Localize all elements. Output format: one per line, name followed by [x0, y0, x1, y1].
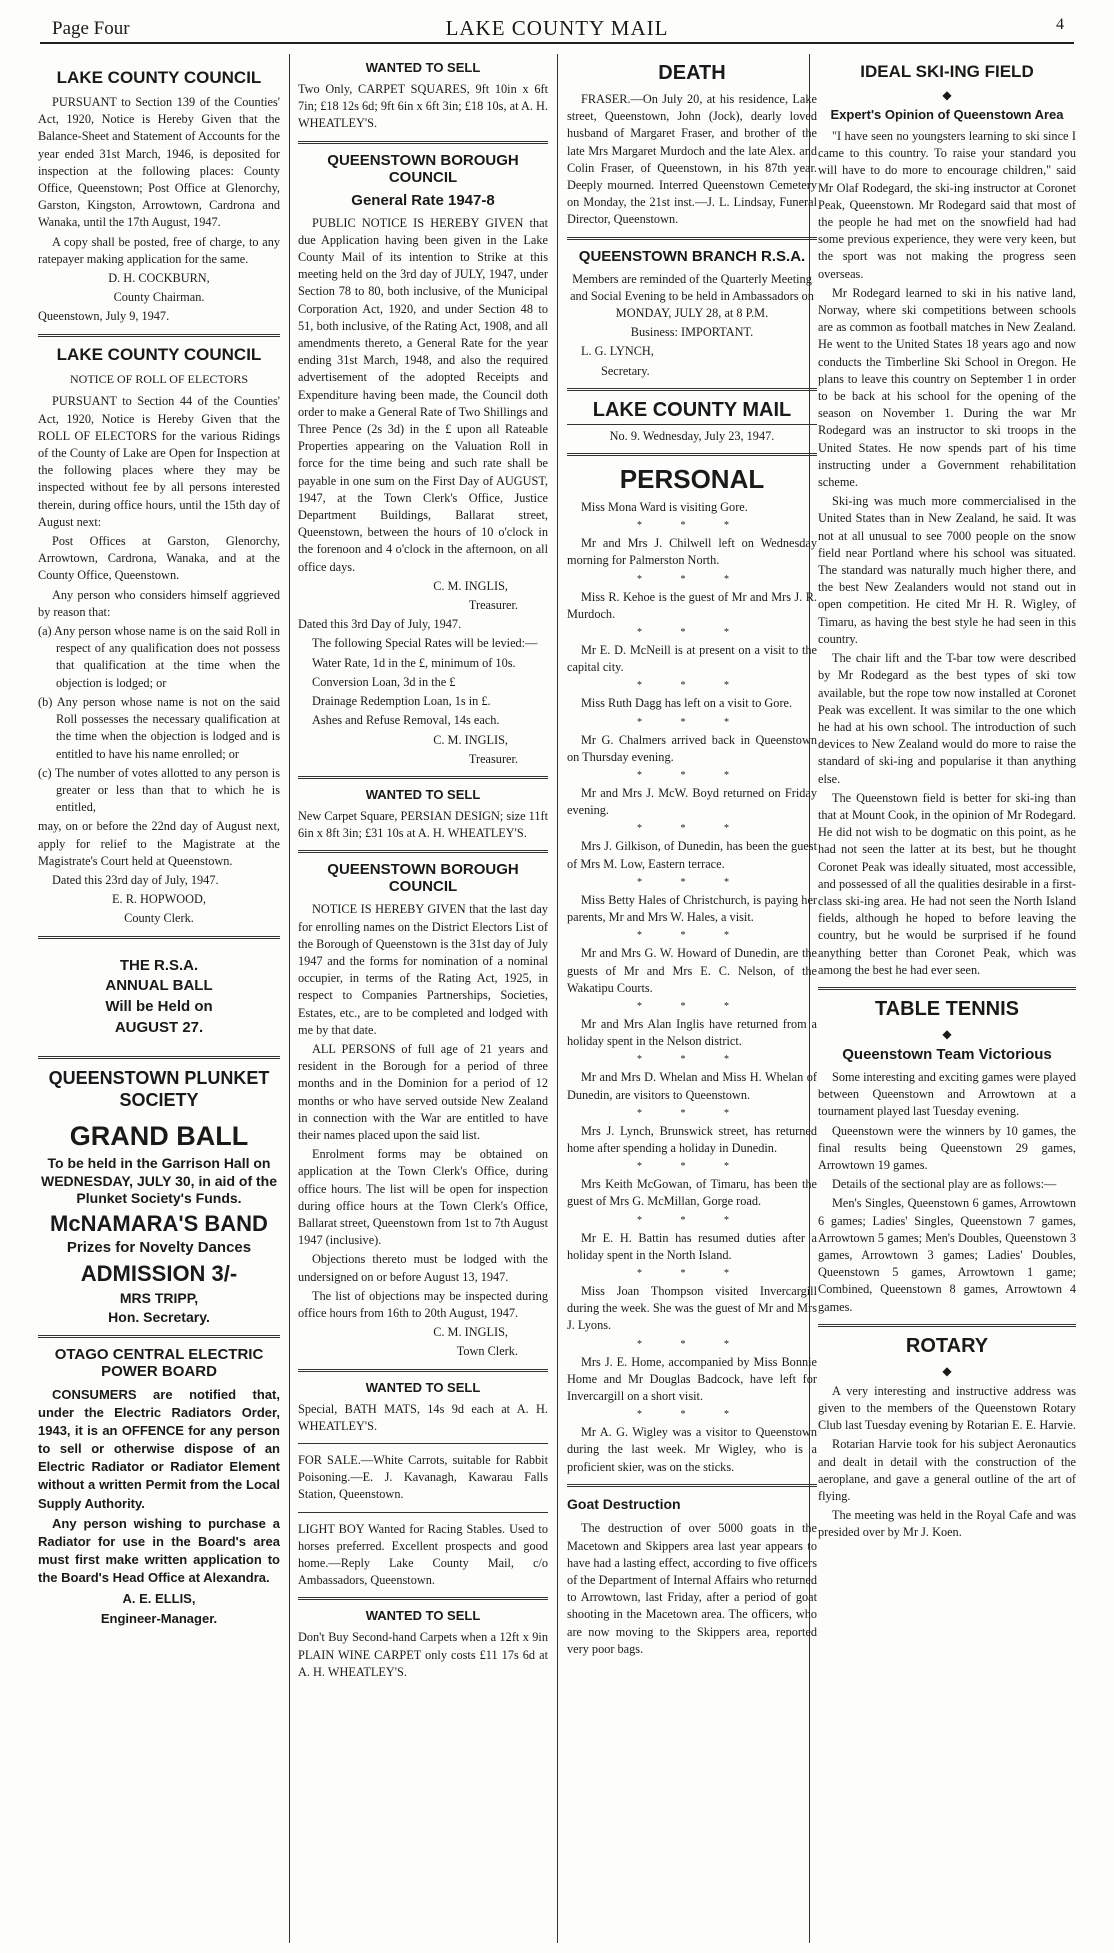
article-para: A very interesting and instructive address was given to the members of the Queenstown Rotary Club last Tuesday evening by Rotarian E. E. Harvie.: [818, 1383, 1076, 1433]
personal-item: Mr E. D. McNeill is at present on a visit to the capital city.: [567, 643, 817, 675]
notice-body: CONSUMERS are notified that, under the Electric Radiators Order, 1943, it is an OFFENCE for any person to sell or otherwise dispose of an Electric Radiator or Radiator Element without a written Permit from the Local Supply Authority.: [38, 1386, 280, 1511]
heading-rule: ◆: [942, 1026, 952, 1041]
issue-line: No. 9. Wednesday, July 23, 1947.: [567, 424, 817, 445]
separator: [38, 334, 280, 337]
separator: [567, 388, 817, 391]
article-para: Mr Rodegard learned to ski in his native land, Norway, where ski competitions between schools are as common as football matches in New Zealand. He went to the United States 18 years ago and now conducts the Timberline Ski School in Oregon. He plans to leave this country on September 1 in order to be back at his school for the opening of the season on November 1. During the war Mr Rodegard was an instructor to ski troops in the United States. He now spends part of his time instructing under a Government rehabilitation scheme.: [818, 285, 1076, 490]
signer-title: County Chairman.: [113, 290, 205, 305]
separator: [38, 1056, 280, 1059]
signer-title: County Clerk.: [124, 911, 194, 926]
article-para: Queenstown were the winners by 10 games, the final results being Queenstown 29 games, Arrowtown 19 games.: [818, 1123, 1076, 1172]
notice-heading: QUEENSTOWN BRANCH R.S.A.: [578, 247, 806, 265]
ad-line: THE R.S.A.: [119, 956, 199, 974]
star-separator: * * *: [637, 1000, 747, 1012]
star-separator: * * *: [637, 1267, 747, 1279]
personal-item: Miss Joan Thompson visited Invercargill during the week. She was the guest of Mr and Mrs J. Lyons.: [567, 1283, 817, 1333]
article-para: Some interesting and exciting games were played between Queenstown and Arrowtown at a tournament played last Tuesday evening.: [818, 1069, 1076, 1119]
article-para: Men's Singles, Queenstown 6 games, Arrowtown 6 games; Ladies' Singles, Queenstown 7 games, Arrowtown 5 games; Men's Doubles, Queenstown 3 games, Arrowtown 3 games; Ladies' Doubles, Queenstown 5 games, Arrowtown 1 game; Combined, Queenstown 8 games, Arrowtown 4 games.: [818, 1196, 1076, 1314]
personal-item: Mrs J. Lynch, Brunswick street, has returned home after spending a holiday in Dunedin.: [567, 1123, 817, 1155]
notice-places: Post Offices at Garston, Glenorchy, Arrowtown, Cardrona, Wanaka, and at the County Office, Queenstown.: [38, 534, 280, 583]
separator: [298, 1597, 548, 1600]
goat-article: [567, 1495, 817, 1658]
borough-roll-notice: [298, 861, 548, 1360]
wanted-to-sell-ad: [298, 787, 548, 842]
signer-name: D. H. COCKBURN,: [108, 271, 210, 286]
ad-line: ANNUAL BALL: [105, 977, 213, 995]
personal-column: [567, 464, 817, 1476]
star-separator: * * *: [637, 716, 747, 728]
notice-tail: may, on or before the 22nd day of August next, apply for relief to the Magistrate at the Magistrate's Court held at Queenstown.: [38, 819, 280, 868]
list-item: (a) Any person whose name is on the said Roll in respect of any qualification does not possess that qualification at the time when the objection is lodged; or: [38, 624, 280, 690]
dated-line: Dated this 3rd Day of July, 1947.: [298, 617, 462, 632]
notice-heading: LAKE COUNTY COUNCIL: [56, 344, 262, 364]
star-separator: * * *: [637, 823, 747, 835]
article-para: The chair lift and the T-bar tow were described by Mr Rodegard as the best types of ski tow available, but the rope tow now installed at Coronet Peak was excellent. It was similar to the one which he had at his own school. The introduction of such devices to New Zealand would do more to raise the standard of ski-ing and popularise it than anything else.: [818, 651, 1076, 786]
signer-title: Engineer-Manager.: [100, 1610, 218, 1626]
article-heading: Goat Destruction: [567, 1495, 681, 1512]
separator: [298, 141, 548, 144]
dateline: Queenstown, July 9, 1947.: [38, 309, 170, 324]
death-notice: [567, 62, 817, 229]
ad-body: New Carpet Square, PERSIAN DESIGN; size 11ft 6in x 8ft 3in; £31 10s at A. H. WHEATLEY'S.: [298, 808, 548, 841]
personal-item: Mr E. H. Battin has resumed duties after a holiday spent in the North Island.: [567, 1230, 817, 1262]
article-subheading: Expert's Opinion of Queenstown Area: [830, 107, 1064, 122]
column-rule: [557, 54, 558, 1943]
ad-heading: WANTED TO SELL: [365, 60, 481, 75]
notice-heading: LAKE COUNTY COUNCIL: [56, 68, 262, 87]
column-3: [567, 54, 817, 1949]
ad-title: GRAND BALL: [69, 1120, 249, 1151]
notice-lead: Any person who considers himself aggrieved by reason that:: [38, 587, 280, 619]
column-rule: [289, 54, 290, 1943]
article-heading: ROTARY: [905, 1334, 989, 1357]
ad-line: AUGUST 27.: [114, 1018, 204, 1036]
personal-item: Mr and Mrs G. W. Howard of Dunedin, are the guests of Mr and Mrs E. C. Nelson, of the Wakatipu Courts.: [567, 946, 817, 995]
personal-item: Mrs Keith McGowan, of Timaru, has been the guest of Mrs G. McMillan, Gorge road.: [567, 1177, 817, 1209]
wanted-to-sell-ad: [298, 60, 548, 133]
notice-body: ALL PERSONS of full age of 21 years and resident in the Borough for a period of three months and in the Dominion for a period of 12 months or who have served outside New Zealand in connection with the War are entitled to have their names placed upon the said list.: [298, 1041, 548, 1142]
article-heading: TABLE TENNIS: [874, 997, 1020, 1020]
personal-item: Miss R. Kehoe is the guest of Mr and Mrs J. R. Murdoch.: [567, 589, 817, 621]
separator: [567, 1484, 817, 1487]
rotary-article: [818, 1335, 1076, 1542]
heading-rule: ◆: [942, 88, 952, 102]
star-separator: * * *: [637, 1214, 747, 1226]
notice-subheading: NOTICE OF ROLL OF ELECTORS: [69, 371, 248, 386]
signer-name: A. E. ELLIS,: [122, 1590, 196, 1606]
column-4: [818, 54, 1076, 1949]
classified-carrots: FOR SALE.—White Carrots, suitable for Rabbit Poisoning.—E. J. Kavanagh, Kawarau Falls Station, Queenstown.: [298, 1453, 548, 1502]
separator: [818, 1324, 1076, 1327]
separator: [298, 1369, 548, 1372]
masthead: [40, 8, 1074, 44]
star-separator: * * *: [637, 627, 747, 639]
ad-heading: QUEENSTOWN PLUNKET SOCIETY: [48, 1067, 270, 1111]
page-label: Page Four: [52, 18, 130, 39]
star-separator: * * *: [637, 1161, 747, 1173]
column-1: [38, 54, 280, 1949]
personal-item: Mr and Mrs J. McW. Boyd returned on Friday evening.: [567, 786, 817, 818]
star-separator: * * *: [637, 520, 747, 532]
article-subheading: Queenstown Team Victorious: [842, 1045, 1052, 1063]
article-para: Details of the sectional play are as follows:—: [832, 1177, 1057, 1192]
signer-title: Treasurer.: [468, 751, 518, 766]
notice-body: Members are reminded of the Quarterly Meeting and Social Evening to be held in Ambassadors on MONDAY, JULY 28, at 8 P.M.: [570, 271, 814, 321]
notice-body: Enrolment forms may be obtained on application at the Town Clerk's Office, during office hours. The list will be open for inspection during office hours at the Town Clerk's Office, Ballarat street, Queenstown from 1st to 7th August 1947 (inclusive).: [298, 1147, 548, 1248]
wanted-to-sell-ad: [298, 1608, 548, 1681]
notice-heading: QUEENSTOWN BOROUGH COUNCIL: [327, 151, 519, 186]
classified-light-boy: LIGHT BOY Wanted for Racing Stables. Used to horses preferred. Excellent prospects and good home.—Reply Lake County Mail, c/o Ambassadors, Queenstown.: [298, 1521, 548, 1588]
notice-body: A copy shall be posted, free of charge, to any ratepayer making application for the same.: [38, 234, 280, 266]
personal-item: Mr and Mrs J. Chilwell left on Wednesday morning for Palmerston North.: [567, 536, 817, 568]
dated-line: Dated this 23rd day of July, 1947.: [52, 872, 219, 887]
notice-body: PURSUANT to Section 139 of the Counties' Act, 1920, Notice is Hereby Given that the Balance-Sheet and Statement of Accounts for the year ended 31st March, 1946, is deposited for inspection at the following places: County Office, Queenstown; Post Office at Glenorchy, Garston, Kingston, Arrowtown, Cardrona and Wanaka, until the 17th August, 1947.: [38, 95, 280, 230]
heading-rule: ◆: [942, 1363, 952, 1378]
ad-line: Will be Held on: [105, 998, 213, 1016]
star-separator: * * *: [637, 770, 747, 782]
separator: [818, 987, 1076, 990]
signer-name: E. R. HOPWOOD,: [112, 892, 206, 907]
notice-body: Objections thereto must be lodged with the undersigned on or before August 13, 1947.: [298, 1252, 548, 1284]
ad-details: To be held in the Garrison Hall on WEDNESDAY, JULY 30, in aid of the Plunket Society's Funds.: [41, 1155, 277, 1207]
otago-power-board-notice: [38, 1346, 280, 1628]
personal-item: Mr G. Chalmers arrived back in Queenstown on Thursday evening.: [567, 732, 817, 764]
star-separator: * * *: [637, 573, 747, 585]
notice-subheading: General Rate 1947-8: [351, 191, 495, 209]
list-item: (c) The number of votes allotted to any person is greater or less than that to which he is entitled,: [38, 765, 280, 815]
page-mark: 4: [1056, 16, 1064, 33]
council-notice-accounts: [38, 68, 280, 326]
article-para: Ski-ing was much more commercialised in the United States than in New Zealand, he said. It was not at all unusual to see 7000 people on the snow field near Portland where his school was situated. The standard was naturally much higher there, and the best New Zealanders would not stand out in open competition. He cited Mr H. R. Wigley, of Timaru, as having the best style he had seen in this country.: [818, 494, 1076, 646]
notice-body: PURSUANT to Section 44 of the Counties' Act, 1920, Notice is Hereby Given that the ROLL OF ELECTORS for the various Ridings of the County of Lake are Open for Inspection at the following places where they may be inspected without fee by all persons interested therein, during office hours, until the 15th day of August next:: [38, 394, 280, 529]
table-tennis-article: [818, 998, 1076, 1316]
special-lead: The following Special Rates will be levied:—: [312, 636, 538, 651]
star-separator: * * *: [637, 876, 747, 888]
signer-title: Town Clerk.: [456, 1344, 518, 1359]
special-rate: Drainage Redemption Loan, 1s in £.: [312, 694, 491, 709]
borough-rate-notice: [298, 152, 548, 768]
separator: [298, 1512, 548, 1513]
article-para: The meeting was held in the Royal Cafe and was presided over by Mr J. Koen.: [818, 1508, 1076, 1540]
notice-body: FRASER.—On July 20, at his residence, Lake street, Queenstown, John (Jock), dearly loved husband of Margaret Fraser, and brother of the late Mrs Margaret Murdoch and the late Alex. and Colin Fraser, of Queenstown, in his 87th year. Deeply mourned. Interred Queenstown Cemetery on Monday, the 21st inst.—J. L. Lindsay, Funeral Director, Queenstown.: [567, 92, 817, 227]
separator: [298, 1443, 548, 1444]
signer-title: Secretary.: [601, 363, 650, 378]
separator: [298, 776, 548, 779]
ad-heading: WANTED TO SELL: [365, 1379, 481, 1395]
personal-item: Mrs J. E. Home, accompanied by Miss Bonnie Home and Mr Douglas Badcock, have left for Invercargill on a short visit.: [567, 1354, 817, 1403]
separator: [298, 850, 548, 853]
notice-heading: QUEENSTOWN BOROUGH COUNCIL: [327, 861, 519, 896]
notice-business: Business: IMPORTANT.: [630, 325, 754, 340]
ad-body: Two Only, CARPET SQUARES, 9ft 10in x 6ft 7in; £18 12s 6d; 9ft 6in x 6ft 3in; £18 10s, at A. H. WHEATLEY'S.: [298, 82, 548, 131]
issue-title: LAKE COUNTY MAIL: [592, 398, 792, 421]
special-rate: Conversion Loan, 3d in the £: [312, 674, 456, 689]
issue-banner: [567, 399, 817, 445]
notice-body: NOTICE IS HEREBY GIVEN that the last day for enrolling names on the District Electors List of the Borough of Queenstown is the 31st day of July 1947 and the forms for nomination of a nominal occupier, in terms of the Rating Act, 1925, in respect to Companies Partnerships, Societies, Estates, etc., are to be completed and lodged with me by that date.: [298, 902, 548, 1037]
signer-name: C. M. INGLIS,: [433, 732, 508, 747]
article-para: The Queenstown field is better for ski-ing than that at Mount Cook, in the opinion of Mr Rodegard. He did not wish to be dogmatic on this point, as he had not seen the latter at its best, but he thought Coronet Peak was ideally situated, most accessible, and possessed of all the qualities desirable in a first-class ski-ing area. He had not seen the North Island fields, although he hoped to before leaving the country, but he would be surprised if he found anything better than Coronet Peak, which was among the best he had ever seen.: [818, 790, 1076, 977]
ski-article: [818, 62, 1076, 979]
personal-list: [567, 499, 817, 1476]
special-rate: Water Rate, 1d in the £, minimum of 10s.: [312, 655, 516, 670]
section-heading: PERSONAL: [619, 464, 765, 495]
personal-item: Miss Ruth Dagg has left on a visit to Gore.: [581, 696, 793, 711]
personal-item: Mr A. G. Wigley was a visitor to Queenstown during the last week. Mr Wigley, who is a proficient skier, was on the sticks.: [567, 1425, 817, 1474]
separator: [567, 237, 817, 240]
notice-body: Any person wishing to purchase a Radiator for use in the Board's area must first make written application to the Board's Head Office at Alexandra.: [38, 1515, 280, 1586]
notice-body: The list of objections may be inspected during office hours from 16th to 20th August, 1947.: [298, 1288, 548, 1320]
star-separator: * * *: [637, 1338, 747, 1350]
ad-body: Don't Buy Second-hand Carpets when a 12ft x 9in PLAIN WINE CARPET only costs £11 17s 6d at A. H. WHEATLEY'S.: [298, 1630, 548, 1679]
personal-item: Miss Mona Ward is visiting Gore.: [581, 500, 748, 515]
article-body: The destruction of over 5000 goats in the Macetown and Skippers area last year appears to have had a lasting effect, according to five officers of the Department of Internal Affairs who returned to Arrowtown, last Friday, after a period of goat shooting in the Macetown area. The officers, who are now moving to the Skippers area, reported very poor bags.: [567, 1521, 817, 1656]
separator: [38, 1335, 280, 1338]
ad-band: McNAMARA'S BAND: [50, 1210, 268, 1236]
signer-title: Treasurer.: [468, 598, 518, 613]
column-2: [298, 54, 548, 1949]
personal-item: Miss Betty Hales of Christchurch, is paying her parents, Mr and Mrs W. Hales, a visit.: [567, 892, 817, 925]
council-notice-roll: [38, 345, 280, 928]
ad-admission: ADMISSION 3/-: [80, 1261, 238, 1287]
personal-item: Mr and Mrs D. Whelan and Miss H. Whelan of Dunedin, are visitors to Queenstown.: [567, 1070, 817, 1102]
star-separator: * * *: [637, 1107, 747, 1119]
rsa-branch-notice: [567, 248, 817, 380]
list-item: (b) Any person whose name is not on the said Roll possesses the necessary qualification at the time when the objection is lodged and is entitled to have his name enrolled; or: [38, 694, 280, 761]
wanted-to-sell-ad: [298, 1380, 548, 1435]
notice-heading: OTAGO CENTRAL ELECTRIC POWER BOARD: [54, 1345, 264, 1380]
separator: [38, 936, 280, 939]
article-para: Rotarian Harvie took for his subject Aeronautics and dealt in detail with the construction of the aeroplane, and gave a general outline of the art of flying.: [818, 1437, 1076, 1504]
secretary-title: Hon. Secretary.: [108, 1309, 210, 1326]
signer-name: C. M. INGLIS,: [433, 1325, 508, 1340]
plunket-ball-ad: [38, 1067, 280, 1327]
star-separator: * * *: [637, 1054, 747, 1066]
star-separator: * * *: [637, 1409, 747, 1421]
signer-name: L. G. LYNCH,: [581, 344, 654, 359]
notice-body: PUBLIC NOTICE IS HEREBY GIVEN that due Application having been given in the Lake County Mail of its intention to Strike at this meeting held on the 3rd day of JULY, 1947, under Section 78 to 80, both inclusive, of the Municipal Corporation Act, 1920, and under Section 48 to 51, both inclusive, of the Rating Act, 1908, and all amendments thereto, a General Rate for the year ending 31st March, 1948, and also the required advertisement of the adopted Receipts and Expenditure having been made, the Council doth order to make a General Rate of Two Shillings and Three Pence (2s 3d) in the £ upon all Rateable Properties appearing on the Valuation Roll in force for the time being and such rate shall be payable in one sum on the First Day of AUGUST, 1947, at the Town Clerk's Office, Justice Department Buildings, Ballarat street, Queenstown, between the hours of 10 o'clock in the forenoon and 4 o'clock in the afternoon, on all office days.: [298, 215, 548, 574]
personal-item: Mrs J. Gilkison, of Dunedin, has been the guest of Mrs M. Low, Eastern terrace.: [567, 839, 817, 871]
ad-heading: WANTED TO SELL: [365, 786, 481, 802]
ad-body: Special, BATH MATS, 14s 9d each at A. H. WHEATLEY'S.: [298, 1401, 548, 1433]
star-separator: * * *: [637, 680, 747, 692]
ad-heading: WANTED TO SELL: [365, 1608, 481, 1624]
signer-name: C. M. INGLIS,: [433, 578, 508, 593]
star-separator: * * *: [637, 930, 747, 942]
rsa-ball-ad: [38, 957, 280, 1038]
article-para: "I have seen no youngsters learning to ski since I came to this country. To raise your standard you will have to do more to encourage children," said Mr Olaf Rodegard, the ski-ing instructor at Coronet Peak, Queenstown. Mr Rodegard said that most of the people he had met on the snowfield had had some previous experience, they were very keen, but the sport was not making the progress seen overseas.: [818, 129, 1076, 281]
secretary-name: MRS TRIPP,: [119, 1289, 199, 1306]
newspaper-title: LAKE COUNTY MAIL: [445, 16, 669, 40]
separator: [567, 453, 817, 456]
ad-prizes: Prizes for Novelty Dances: [66, 1239, 252, 1257]
special-rate: Ashes and Refuse Removal, 14s each.: [312, 713, 500, 728]
notice-heading: DEATH: [658, 62, 726, 84]
personal-item: Mr and Mrs Alan Inglis have returned from a holiday spent in the Nelson district.: [567, 1016, 817, 1049]
article-heading: IDEAL SKI-ING FIELD: [860, 62, 1034, 81]
